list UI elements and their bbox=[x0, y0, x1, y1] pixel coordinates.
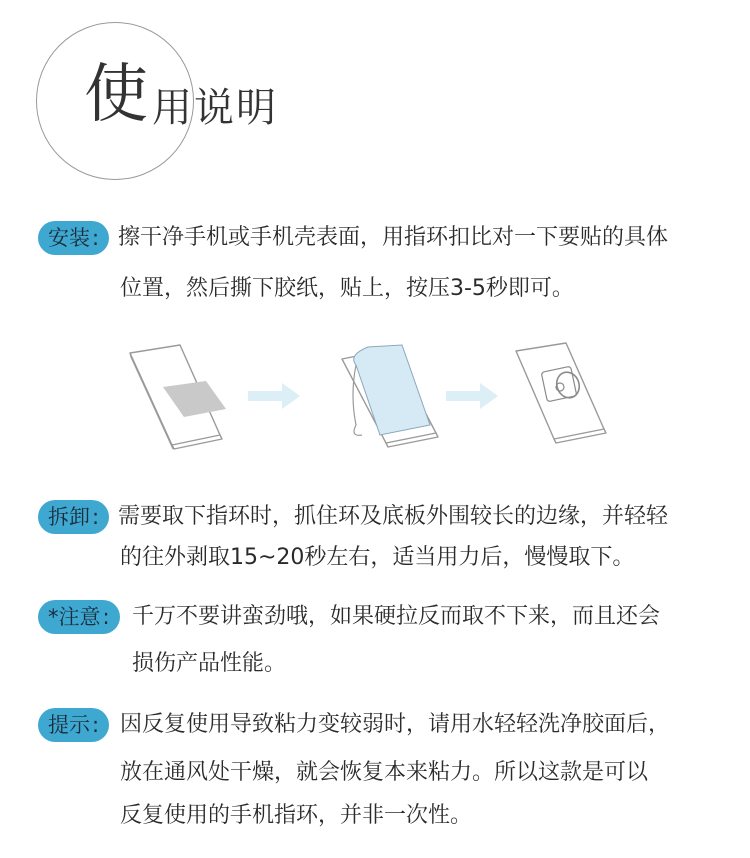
notice-text-line-2: 损伤产品性能。 bbox=[132, 651, 287, 676]
tip-text-line-1: 因反复使用导致粘力变较弱时，请用水轻轻洗净胶面后， bbox=[120, 712, 671, 737]
install-badge-label: 安装 bbox=[48, 226, 90, 250]
remove-text-line-2: 的往外剥取15~20秒左右，适当用力后，慢慢取下。 bbox=[120, 545, 635, 570]
tip-text-line-3: 反复使用的手机指环，并非一次性。 bbox=[120, 803, 473, 828]
install-text-line-1: 擦干净手机或手机壳表面，用指环扣比对一下要贴的具体 bbox=[118, 225, 669, 250]
page-title-first-char: 使 bbox=[84, 58, 148, 132]
remove-badge-label: 拆卸 bbox=[48, 505, 90, 529]
tip-badge bbox=[38, 708, 109, 742]
page-title-rest: 用说明 bbox=[152, 85, 278, 131]
install-steps-illustration bbox=[0, 325, 750, 465]
remove-badge bbox=[38, 500, 109, 534]
arrow-right-icon bbox=[446, 383, 498, 409]
tip-badge-colon: : bbox=[92, 713, 100, 737]
notice-badge-colon: : bbox=[102, 605, 110, 629]
install-badge bbox=[38, 221, 109, 255]
adhesive-sticker-icon bbox=[163, 381, 226, 417]
peel-film-icon bbox=[342, 345, 438, 447]
arrow-right-icon bbox=[248, 383, 300, 409]
tip-text-line-2: 放在通风处干燥，就会恢复本来粘力。所以这款是可以 bbox=[120, 760, 649, 785]
install-text-line-2: 位置，然后撕下胶纸，贴上，按压3-5秒即可。 bbox=[120, 276, 574, 301]
notice-text-line-1: 千万不要讲蛮劲哦，如果硬拉反而取不下来，而且还会 bbox=[132, 604, 661, 629]
ring-holder-icon bbox=[516, 343, 606, 443]
remove-badge-colon: : bbox=[92, 505, 100, 529]
tip-badge-label: 提示 bbox=[48, 713, 90, 737]
install-badge-colon: : bbox=[92, 226, 100, 250]
notice-badge bbox=[38, 600, 120, 634]
page-header bbox=[0, 0, 750, 200]
notice-badge-label: *注意 bbox=[48, 605, 101, 629]
remove-text-line-1: 需要取下指环时，抓住环及底板外围较长的边缘，并轻轻 bbox=[118, 504, 669, 529]
